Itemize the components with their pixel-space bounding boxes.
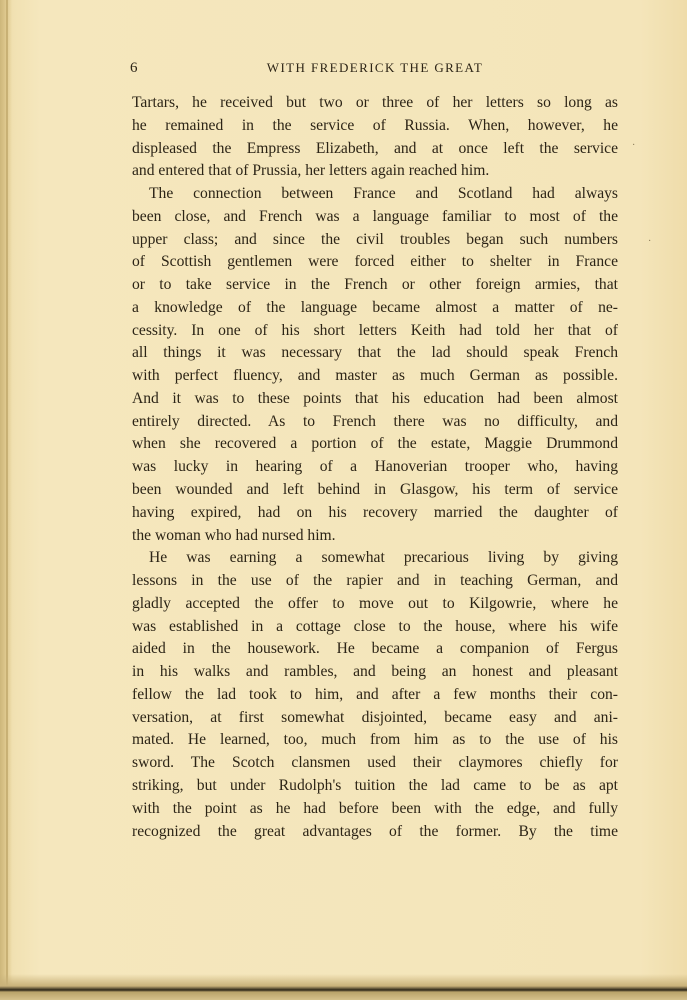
page-speck: · (648, 236, 652, 247)
text-line: he remained in the service of Russia. When, however, he (132, 116, 618, 134)
text-line: recognized the great advantages of the former. By the time (132, 822, 618, 840)
text-line: lessons in the use of the rapier and in teaching German, and (132, 572, 618, 590)
text-line: and entered that of Prussia, her letters again reached him. (132, 162, 490, 180)
text-line: of Scottish gentlemen were forced either to shelter in France (132, 253, 618, 271)
text-line: with the point as he had before been with the edge, and fully (132, 799, 618, 817)
text-line: when she recovered a portion of the estate, Maggie Drummond (132, 435, 618, 453)
text-line: all things it was necessary that the lad should speak French (132, 344, 618, 362)
text-line: The connection between France and Scotland had always (149, 185, 618, 203)
text-line: been close, and French was a language familiar to most of the (132, 207, 618, 225)
text-line: striking, but under Rudolph's tuition the lad came to be as apt (132, 776, 618, 794)
text-line: cessity. In one of his short letters Keith had told her that of (132, 321, 618, 339)
body-text (132, 92, 618, 843)
text-line: sword. The Scotch clansmen used their claymores chiefly for (132, 754, 618, 772)
text-line: entirely directed. As to French there was no difficulty, and (132, 412, 618, 430)
text-line: was lucky in hearing of a Hanoverian trooper who, having (132, 458, 618, 476)
page-speck: · (632, 140, 636, 151)
text-line: the woman who had nursed him. (132, 526, 336, 544)
page-header (130, 60, 620, 80)
text-line: fellow the lad took to him, and after a few months their con- (132, 685, 618, 703)
text-line: mated. He learned, too, much from him as to the use of his (132, 731, 618, 749)
text-line: in his walks and rambles, and being an honest and pleasant (132, 663, 618, 681)
text-line: or to take service in the French or other foreign armies, that (132, 276, 618, 294)
text-line: was established in a cottage close to the house, where his wife (132, 617, 618, 635)
text-line: a knowledge of the language became almost a matter of ne- (132, 298, 618, 316)
text-line: gladly accepted the offer to move out to Kilgowrie, where he (132, 594, 618, 612)
text-line: And it was to these points that his education had been almost (132, 389, 618, 407)
text-line: He was earning a somewhat precarious living by giving (149, 549, 618, 567)
text-line: versation, at first somewhat disjointed, became easy and ani- (132, 708, 618, 726)
text-line: displeased the Empress Elizabeth, and at once left the service (132, 139, 618, 157)
text-line: aided in the housework. He became a companion of Fergus (132, 640, 618, 658)
text-line: upper class; and since the civil troubles began such numbers (132, 230, 618, 248)
page-number: 6 (130, 60, 138, 76)
gutter-line (6, 0, 8, 1000)
text-line: Tartars, he received but two or three of her letters so long as (132, 94, 618, 111)
running-head: WITH FREDERICK THE GREAT (266, 60, 484, 75)
text-line: been wounded and left behind in Glasgow, his term of service (132, 481, 618, 499)
page-bottom-edge (0, 974, 687, 1000)
text-line: having expired, had on his recovery married the daughter of (132, 503, 618, 521)
text-line: with perfect fluency, and master as much German as possible. (132, 367, 618, 385)
